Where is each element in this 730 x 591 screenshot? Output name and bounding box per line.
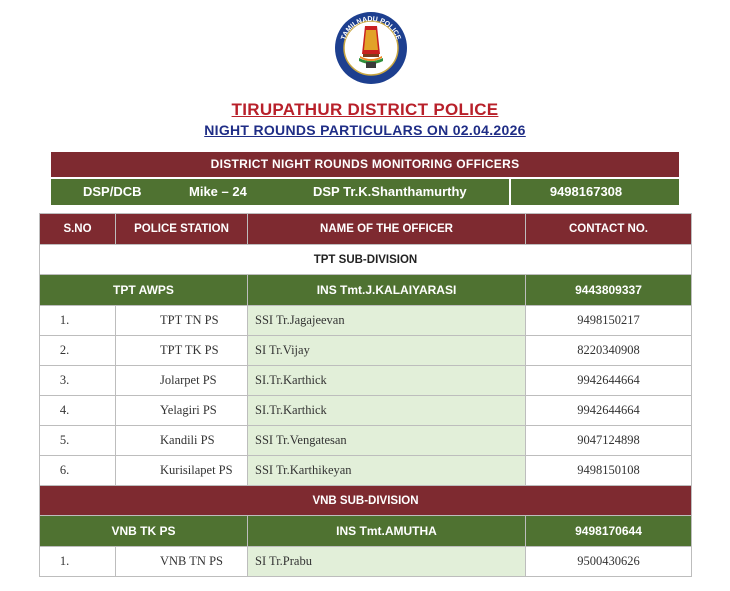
row-sno: 4. [40,396,116,426]
row-station: Kurisilapet PS [116,456,248,486]
row-sno: 1. [40,547,116,577]
monitoring-callsign: Mike – 24 [189,184,247,199]
monitoring-heading: DISTRICT NIGHT ROUNDS MONITORING OFFICERS [51,152,679,179]
row-officer: SI Tr.Vijay [248,336,526,366]
row-contact: 8220340908 [526,336,692,366]
row-station: Kandili PS [116,426,248,456]
row-officer: SI.Tr.Karthick [248,396,526,426]
row-officer: SI Tr.Prabu [248,547,526,577]
monitoring-officer-name: DSP Tr.K.Shanthamurthy [313,184,467,199]
page-title: TIRUPATHUR DISTRICT POLICE [231,100,499,119]
header-sno: S.NO [40,214,116,245]
row-contact: 9500430626 [526,547,692,577]
row-contact: 9047124898 [526,426,692,456]
header-contact: CONTACT NO. [526,214,692,245]
row-sno: 3. [40,366,116,396]
lead-officer: INS Tmt.AMUTHA [248,516,526,547]
row-officer: SSI Tr.Jagajeevan [248,306,526,336]
row-officer: SSI Tr.Karthikeyan [248,456,526,486]
table-row [40,426,692,456]
row-station: Jolarpet PS [116,366,248,396]
lead-station: VNB TK PS [40,516,248,547]
row-officer: SSI Tr.Vengatesan [248,426,526,456]
night-rounds-table [39,213,692,577]
table-row [40,456,692,486]
header-officer-name: NAME OF THE OFFICER [248,214,526,245]
monitoring-contact: 9498167308 [509,179,661,205]
lead-row-vnb [40,516,692,547]
lead-contact: 9443809337 [526,275,692,306]
row-contact: 9498150108 [526,456,692,486]
lead-officer: INS Tmt.J.KALAIYARASI [248,275,526,306]
logo-seal-text: TAMILNADU POLICE [340,15,402,42]
lead-contact: 9498170644 [526,516,692,547]
row-station: VNB TN PS [116,547,248,577]
row-contact: 9942644664 [526,396,692,426]
subdivision-row-vnb [40,486,692,516]
row-station: Yelagiri PS [116,396,248,426]
page-subtitle: NIGHT ROUNDS PARTICULARS ON 02.04.2026 [204,122,526,138]
table-row [40,306,692,336]
row-contact: 9942644664 [526,366,692,396]
row-sno: 1. [40,306,116,336]
table-row [40,336,692,366]
row-sno: 6. [40,456,116,486]
subdivision-row-tpt [40,245,692,275]
row-contact: 9498150217 [526,306,692,336]
row-sno: 2. [40,336,116,366]
row-officer: SI.Tr.Karthick [248,366,526,396]
table-row [40,366,692,396]
subdivision-title: TPT SUB-DIVISION [40,245,692,275]
lead-station: TPT AWPS [40,275,248,306]
row-station: TPT TK PS [116,336,248,366]
header-police-station: POLICE STATION [116,214,248,245]
monitoring-officer-row [51,179,679,205]
table-header-row [40,214,692,245]
subdivision-title: VNB SUB-DIVISION [40,486,692,516]
row-station: TPT TN PS [116,306,248,336]
tamilnadu-police-logo [333,10,409,86]
row-sno: 5. [40,426,116,456]
monitoring-officers-box [51,152,679,205]
table-row [40,396,692,426]
table-row [40,547,692,577]
monitoring-designation: DSP/DCB [83,184,142,199]
lead-row-tpt [40,275,692,306]
